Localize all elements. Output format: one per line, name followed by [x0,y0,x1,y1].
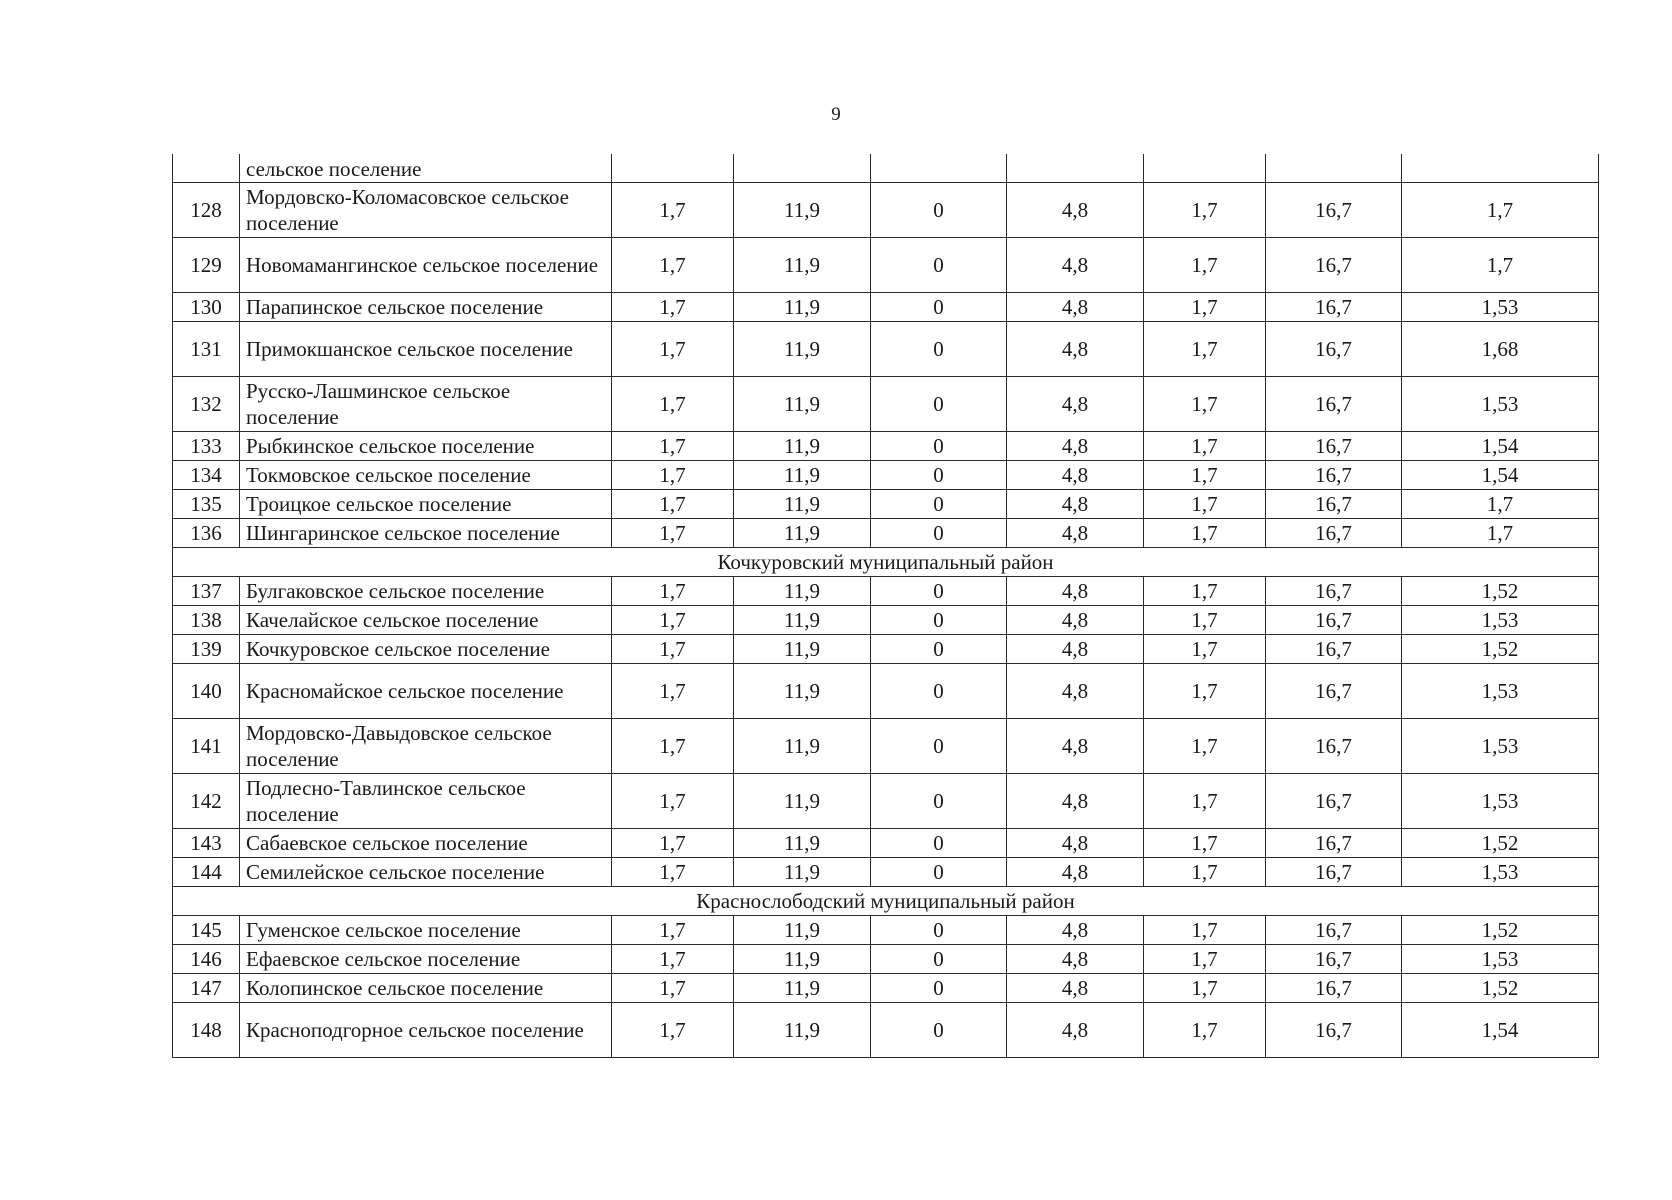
value-cell: 11,9 [734,916,871,945]
value-cell: 1,7 [1144,577,1266,606]
value-cell: 0 [871,635,1007,664]
table-row [173,664,1599,719]
value-cell: 0 [871,377,1007,432]
value-cell [871,154,1007,183]
settlement-name-cell: Красноподгорное сельское поселение [240,1003,612,1058]
value-cell: 1,53 [1402,377,1599,432]
value-cell: 1,7 [612,577,734,606]
settlement-name-cell: Парапинское сельское поселение [240,293,612,322]
value-cell: 1,7 [612,635,734,664]
row-number-cell: 145 [173,916,240,945]
value-cell: 11,9 [734,490,871,519]
settlement-name-cell: Примокшанское сельское поселение [240,322,612,377]
value-cell: 4,8 [1007,945,1144,974]
value-cell: 11,9 [734,829,871,858]
value-cell: 1,7 [1144,858,1266,887]
value-cell: 4,8 [1007,974,1144,1003]
row-number-cell: 147 [173,974,240,1003]
value-cell: 1,54 [1402,461,1599,490]
value-cell: 0 [871,916,1007,945]
value-cell: 4,8 [1007,664,1144,719]
value-cell: 11,9 [734,432,871,461]
section-header-row [173,887,1599,916]
value-cell: 16,7 [1266,490,1402,519]
value-cell: 1,7 [612,945,734,974]
settlement-name-cell: Семилейское сельское поселение [240,858,612,887]
value-cell: 16,7 [1266,635,1402,664]
value-cell: 11,9 [734,719,871,774]
value-cell: 11,9 [734,858,871,887]
value-cell: 16,7 [1266,974,1402,1003]
value-cell: 1,7 [612,490,734,519]
row-number-cell: 136 [173,519,240,548]
value-cell: 11,9 [734,183,871,238]
value-cell: 1,7 [612,238,734,293]
value-cell: 1,7 [612,461,734,490]
row-number-cell: 137 [173,577,240,606]
value-cell: 16,7 [1266,461,1402,490]
value-cell: 0 [871,719,1007,774]
value-cell: 1,53 [1402,293,1599,322]
row-number-cell: 139 [173,635,240,664]
value-cell: 16,7 [1266,183,1402,238]
value-cell [1007,154,1144,183]
value-cell: 1,54 [1402,432,1599,461]
page-number: 9 [831,104,841,125]
value-cell: 1,7 [1402,490,1599,519]
value-cell: 1,7 [1144,461,1266,490]
value-cell: 1,53 [1402,774,1599,829]
value-cell: 16,7 [1266,606,1402,635]
row-number-cell: 148 [173,1003,240,1058]
settlement-name-cell: Мордовско-Коломасовское сельское поселение [240,183,612,238]
value-cell: 1,7 [1144,322,1266,377]
value-cell: 0 [871,774,1007,829]
value-cell: 1,53 [1402,719,1599,774]
value-cell: 16,7 [1266,519,1402,548]
value-cell: 16,7 [1266,432,1402,461]
value-cell: 1,7 [1144,719,1266,774]
value-cell: 1,7 [1144,490,1266,519]
table-row [173,829,1599,858]
row-number-cell: 130 [173,293,240,322]
value-cell: 0 [871,858,1007,887]
settlement-name-cell: Рыбкинское сельское поселение [240,432,612,461]
value-cell: 0 [871,829,1007,858]
value-cell: 1,7 [612,858,734,887]
value-cell: 4,8 [1007,377,1144,432]
value-cell: 4,8 [1007,719,1144,774]
table-row [173,432,1599,461]
row-number-cell: 134 [173,461,240,490]
value-cell: 0 [871,461,1007,490]
row-number-cell: 144 [173,858,240,887]
value-cell: 11,9 [734,635,871,664]
value-cell: 1,7 [1144,664,1266,719]
settlement-name-cell: Качелайское сельское поселение [240,606,612,635]
value-cell: 4,8 [1007,916,1144,945]
value-cell: 16,7 [1266,322,1402,377]
settlement-name-cell: Красномайское сельское поселение [240,664,612,719]
value-cell: 16,7 [1266,238,1402,293]
value-cell: 1,7 [1144,916,1266,945]
value-cell: 1,7 [1144,377,1266,432]
row-number-cell: 133 [173,432,240,461]
value-cell: 1,7 [612,183,734,238]
settlement-name-cell: Токмовское сельское поселение [240,461,612,490]
value-cell: 11,9 [734,238,871,293]
table-row [173,858,1599,887]
table-row [173,577,1599,606]
value-cell: 1,7 [1144,774,1266,829]
value-cell: 4,8 [1007,293,1144,322]
table-row [173,377,1599,432]
value-cell: 1,7 [1144,1003,1266,1058]
row-number-cell: 132 [173,377,240,432]
value-cell: 4,8 [1007,238,1144,293]
value-cell [1266,154,1402,183]
value-cell: 11,9 [734,519,871,548]
value-cell: 1,52 [1402,829,1599,858]
value-cell: 11,9 [734,974,871,1003]
value-cell: 1,7 [1402,238,1599,293]
value-cell: 16,7 [1266,664,1402,719]
table-row [173,322,1599,377]
settlement-name-cell: Русско-Лашминское сельское поселение [240,377,612,432]
settlement-name-cell: Шингаринское сельское поселение [240,519,612,548]
value-cell: 1,7 [612,774,734,829]
value-cell: 1,7 [1144,293,1266,322]
table-row [173,945,1599,974]
row-number-cell: 131 [173,322,240,377]
row-number-cell: 141 [173,719,240,774]
value-cell: 4,8 [1007,432,1144,461]
value-cell: 1,7 [1144,974,1266,1003]
table-row [173,916,1599,945]
value-cell: 0 [871,322,1007,377]
value-cell: 16,7 [1266,858,1402,887]
table-row [173,1003,1599,1058]
value-cell: 1,7 [1144,519,1266,548]
row-number-cell: 143 [173,829,240,858]
value-cell: 1,7 [1144,432,1266,461]
table-row [173,719,1599,774]
settlement-name-cell: Кочкуровское сельское поселение [240,635,612,664]
value-cell: 16,7 [1266,577,1402,606]
settlement-name-cell: Булгаковское сельское поселение [240,577,612,606]
section-header-row [173,548,1599,577]
value-cell: 0 [871,974,1007,1003]
table-body [173,154,1599,1058]
value-cell: 4,8 [1007,519,1144,548]
value-cell: 16,7 [1266,945,1402,974]
value-cell: 1,7 [612,377,734,432]
value-cell: 1,7 [1402,183,1599,238]
value-cell: 0 [871,1003,1007,1058]
value-cell: 11,9 [734,664,871,719]
row-number-cell: 135 [173,490,240,519]
value-cell: 1,7 [612,664,734,719]
value-cell: 11,9 [734,377,871,432]
value-cell: 16,7 [1266,829,1402,858]
value-cell: 1,7 [612,829,734,858]
row-number-cell: 142 [173,774,240,829]
table-row [173,774,1599,829]
value-cell: 11,9 [734,322,871,377]
value-cell: 1,52 [1402,635,1599,664]
value-cell: 0 [871,293,1007,322]
table-row-continuation [173,154,1599,183]
value-cell: 4,8 [1007,829,1144,858]
value-cell [612,154,734,183]
value-cell: 1,7 [612,606,734,635]
settlement-name-cell: сельское поселение [240,154,612,183]
settlement-name-cell: Ефаевское сельское поселение [240,945,612,974]
table-row [173,238,1599,293]
value-cell: 1,52 [1402,577,1599,606]
value-cell: 4,8 [1007,490,1144,519]
value-cell: 0 [871,183,1007,238]
row-number-cell: 138 [173,606,240,635]
section-header: Кочкуровский муниципальный район [173,548,1599,577]
settlement-name-cell: Новомамангинское сельское поселение [240,238,612,293]
table-row [173,519,1599,548]
settlement-name-cell: Мордовско-Давыдовское сельское поселение [240,719,612,774]
value-cell: 1,7 [1144,945,1266,974]
value-cell: 1,7 [612,293,734,322]
value-cell: 0 [871,432,1007,461]
value-cell: 11,9 [734,577,871,606]
value-cell: 1,7 [612,322,734,377]
settlement-name-cell: Сабаевское сельское поселение [240,829,612,858]
value-cell: 11,9 [734,945,871,974]
value-cell: 1,7 [1144,183,1266,238]
value-cell: 1,7 [612,719,734,774]
row-number-cell: 140 [173,664,240,719]
value-cell: 4,8 [1007,577,1144,606]
table-row [173,606,1599,635]
value-cell: 1,52 [1402,974,1599,1003]
row-number-cell: 146 [173,945,240,974]
value-cell: 4,8 [1007,606,1144,635]
value-cell: 1,7 [612,432,734,461]
value-cell: 4,8 [1007,322,1144,377]
value-cell: 1,7 [612,519,734,548]
value-cell: 0 [871,577,1007,606]
table-row [173,974,1599,1003]
value-cell: 1,7 [612,1003,734,1058]
value-cell: 4,8 [1007,461,1144,490]
value-cell: 1,54 [1402,1003,1599,1058]
value-cell: 11,9 [734,606,871,635]
value-cell: 4,8 [1007,183,1144,238]
value-cell: 0 [871,664,1007,719]
value-cell: 11,9 [734,293,871,322]
value-cell: 0 [871,606,1007,635]
value-cell [734,154,871,183]
value-cell: 1,7 [1144,635,1266,664]
value-cell: 16,7 [1266,1003,1402,1058]
settlement-name-cell: Гуменское сельское поселение [240,916,612,945]
table-row [173,490,1599,519]
row-number-cell [173,154,240,183]
value-cell: 1,53 [1402,606,1599,635]
value-cell: 1,7 [1402,519,1599,548]
value-cell: 4,8 [1007,858,1144,887]
table-row [173,461,1599,490]
section-header: Краснослободский муниципальный район [173,887,1599,916]
value-cell: 1,7 [612,916,734,945]
value-cell: 1,68 [1402,322,1599,377]
value-cell: 4,8 [1007,635,1144,664]
value-cell: 1,53 [1402,945,1599,974]
value-cell: 1,7 [1144,238,1266,293]
value-cell: 1,53 [1402,664,1599,719]
value-cell: 11,9 [734,1003,871,1058]
value-cell: 0 [871,945,1007,974]
value-cell: 16,7 [1266,377,1402,432]
value-cell: 0 [871,238,1007,293]
value-cell: 11,9 [734,774,871,829]
value-cell: 1,53 [1402,858,1599,887]
settlement-name-cell: Троицкое сельское поселение [240,490,612,519]
table-row [173,635,1599,664]
value-cell: 1,7 [1144,829,1266,858]
value-cell: 1,7 [1144,606,1266,635]
value-cell: 1,7 [612,974,734,1003]
value-cell: 0 [871,490,1007,519]
value-cell: 16,7 [1266,293,1402,322]
row-number-cell: 128 [173,183,240,238]
table-row [173,293,1599,322]
value-cell: 0 [871,519,1007,548]
row-number-cell: 129 [173,238,240,293]
value-cell [1144,154,1266,183]
value-cell: 4,8 [1007,774,1144,829]
settlement-name-cell: Подлесно-Тавлинское сельское поселение [240,774,612,829]
value-cell: 16,7 [1266,774,1402,829]
settlement-name-cell: Колопинское сельское поселение [240,974,612,1003]
value-cell: 1,52 [1402,916,1599,945]
value-cell: 11,9 [734,461,871,490]
value-cell [1402,154,1599,183]
value-cell: 16,7 [1266,916,1402,945]
value-cell: 16,7 [1266,719,1402,774]
table-row [173,183,1599,238]
value-cell: 4,8 [1007,1003,1144,1058]
settlements-table [172,154,1599,1058]
